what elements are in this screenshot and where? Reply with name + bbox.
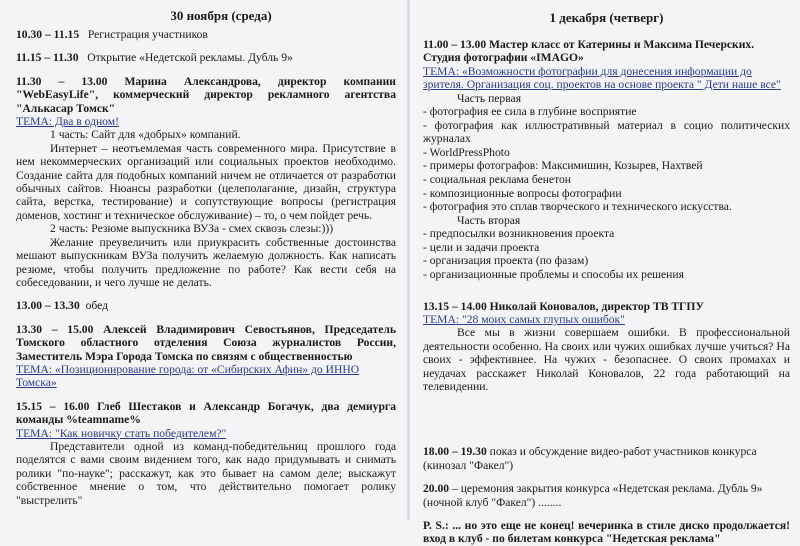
list-item: - WorldPressPhoto — [423, 145, 510, 159]
postscript-text: ... но это еще не конец! вечеринка в стиле диско продолжается! вход в клуб - по билетам конкурса "Недетская реклама" — [423, 519, 790, 546]
lunch-time: 13.00 – 13.30 — [16, 299, 80, 313]
session-heading: 11.00 – 13.00 Мастер класс от Катерины и Максима Печерских. Студия фотографии «IMAGO» — [423, 38, 755, 65]
session-theme: ТЕМА: "28 моих самых глупых ошибок" — [423, 312, 625, 326]
part-two-text: Желание преувеличить или приукрасить собственные достоинства мешают выпускникам ВУЗа получить желаемую должность. Как написать резюме, чтобы получить предложение по работе? Как вести себя на собеседовании, и чего лучше не делать. — [16, 235, 396, 289]
part-two-title: 2 часть: Резюме выпускника ВУЗа - смех сквозь слезы:))) — [50, 222, 334, 236]
postscript-label: P. S.: — [423, 519, 449, 533]
opening-time: 11.15 – 11.30 — [16, 51, 79, 65]
session-shestakov — [16, 400, 396, 507]
session-sevostyanov — [16, 323, 396, 390]
session-theme: ТЕМА: «Возможности фотографии для донесения информации до зрителя. Организация соц. проектов на основе проекта " Дети наше все" — [423, 64, 781, 92]
opening-row — [16, 51, 396, 64]
part-one-title: 1 часть: Сайт для «добрых» компаний. — [50, 128, 241, 142]
part-one-list — [423, 105, 790, 214]
day-two-column — [408, 0, 800, 546]
session-konovalov — [423, 300, 790, 394]
part-one-title: Часть первая — [457, 91, 522, 105]
session-alexandrova — [16, 75, 396, 290]
screening-row — [423, 445, 790, 472]
screening-text: показ и обсуждение видео-работ участников конкурса (кинозал "Факел") — [423, 445, 757, 472]
session-heading: 15.15 – 16.00 Глеб Шестаков и Александр Богачук, два демиурга команды %teamname% — [16, 399, 396, 427]
list-item: - фотография как иллюстративный материал в социо политических журналах — [423, 118, 790, 146]
part-two-title: Часть вторая — [457, 213, 521, 227]
list-item: - примеры фотографов: Максимишин, Козырев, Нахтвей — [423, 159, 703, 173]
closing-row — [423, 482, 790, 509]
list-item: - цели и задачи проекта — [423, 240, 540, 254]
lunch-text: обед — [85, 299, 108, 313]
list-item: - фотография это сплав творческого и технического искусства. — [423, 200, 732, 214]
screening-time: 18.00 – 19.30 — [423, 445, 487, 459]
session-heading: 13.15 – 14.00 Николай Коновалов, директор ТВ ТГПУ — [423, 299, 704, 313]
session-text: Все мы в жизни совершаем ошибки. В профессиональной деятельности особенно. На своих или чужих ошибках лучше учиться? На своих - эффективнее. На чужих - безопаснее. О своих промахах и неудачах расскажет Николай Коновалов, 22 года работающий на телевидении. — [423, 326, 790, 393]
session-heading: 11.30 – 13.00 Марина Александрова, директор компании "WebEasyLife", коммерческий директор рекламного агентства "Алькасар Томск" — [16, 74, 396, 115]
closing-text: – церемония закрытия конкурса «Недетская реклама. Дубль 9» (ночной клуб "Факел") ........ — [423, 482, 763, 509]
postscript — [423, 519, 790, 546]
list-item: - организационные проблемы и способы их решения — [423, 267, 684, 281]
registration-row — [16, 28, 396, 41]
session-text: Представители одной из команд-победительниц прошлого года поделятся с вами своим видением того, как надо придумывать и снимать ролики "по-науке"; расскажут, как это бывает на самом деле; выскажут собственное мнение о том, что действительно помогает ролику "выстрелить" — [16, 439, 396, 507]
list-item: - композиционные вопросы фотографии — [423, 186, 622, 200]
lunch-row — [16, 299, 396, 312]
list-item: - предпосылки возникновения проекта — [423, 227, 615, 241]
session-theme: ТЕМА: «Позиционирование города: от «Сибирских Афин» до ИННО Томска» — [16, 362, 360, 390]
closing-time: 20.00 — [423, 482, 450, 496]
list-item: - фотография ее сила в глубине восприятие — [423, 105, 637, 119]
day-one-column — [0, 0, 408, 520]
session-theme: ТЕМА: Два в одном! — [16, 115, 119, 129]
part-one-text: Интернет – неотъемлемая часть современного мира. Присутствие в нем некоммерческих организаций или социальных проектов необходимо. Создание сайта для подобных компаний ничем не отличается от разработки обычных сайтов. Нюансы разработки (целеполагание, дизайн, структура сайта, верстка, тестирование) и сопутствующие вопросы (регистрация доменов, хостинг и техническое обслуживание) – то, о чем пойдет речь. — [16, 141, 396, 222]
list-item: - социальная реклама бенетон — [423, 173, 571, 186]
session-pecherskie — [423, 38, 790, 282]
session-theme: ТЕМА: "Как новичку стать победителем?" — [16, 426, 227, 440]
list-item: - организация проекта (по фазам) — [423, 254, 589, 268]
opening-text: Открытие «Недетской рекламы. Дубль 9» — [87, 51, 293, 65]
day-two-title: 1 декабря (четверг) — [549, 10, 664, 25]
session-heading: 13.30 – 15.00 Алексей Владимирович Севостьянов, Председатель Томского областного отделения Союза журналистов России, Заместитель Мэра Города Томска по связям с общественностью — [16, 322, 396, 363]
registration-text: Регистрация участников — [87, 28, 208, 41]
registration-time: 10.30 – 11.15 — [16, 28, 80, 41]
day-one-title: 30 ноября (среда) — [170, 8, 272, 23]
part-two-list — [423, 227, 790, 281]
